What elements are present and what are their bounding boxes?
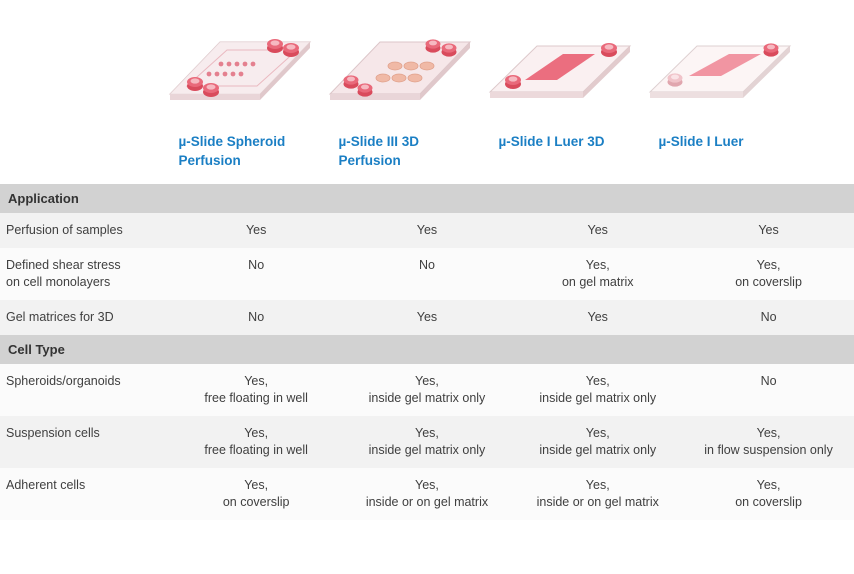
row-value: Yes, free floating in well <box>171 416 342 468</box>
table-row <box>0 468 854 520</box>
product-header-row <box>0 0 854 170</box>
row-value: Yes, inside gel matrix only <box>512 416 683 468</box>
row-value: No <box>342 248 513 300</box>
row-value: Yes, on coverslip <box>171 468 342 520</box>
row-value: Yes, inside gel matrix only <box>512 364 683 416</box>
product-title-1[interactable]: µ-Slide Spheroid Perfusion <box>178 134 286 168</box>
product-column-4 <box>640 14 800 170</box>
row-label: Spheroids/organoids <box>0 364 171 416</box>
row-value: No <box>683 364 854 416</box>
row-value: Yes, inside gel matrix only <box>342 364 513 416</box>
row-value: Yes, on coverslip <box>683 468 854 520</box>
table-row <box>0 213 854 248</box>
row-value: Yes, inside or on gel matrix <box>342 468 513 520</box>
slide-iii-3d-perfusion-image <box>325 14 475 114</box>
row-value: No <box>683 300 854 335</box>
slide-spheroid-perfusion-image <box>165 14 315 114</box>
product-column-3 <box>480 14 640 170</box>
row-value: Yes <box>512 300 683 335</box>
table-row <box>0 248 854 300</box>
row-label: Gel matrices for 3D <box>0 300 171 335</box>
row-value: Yes, on gel matrix <box>512 248 683 300</box>
section-title: Cell Type <box>0 335 854 364</box>
comparison-table <box>0 184 854 520</box>
table-row <box>0 416 854 468</box>
row-value: Yes <box>342 300 513 335</box>
product-title-2[interactable]: µ-Slide III 3D Perfusion <box>338 134 420 168</box>
section-header-cell-type <box>0 335 854 364</box>
row-label: Suspension cells <box>0 416 171 468</box>
slide-i-luer-3d-image <box>485 14 635 114</box>
product-title-3[interactable]: µ-Slide I Luer 3D <box>498 134 605 149</box>
product-title-4[interactable]: µ-Slide I Luer <box>658 134 744 149</box>
section-header-application <box>0 184 854 213</box>
row-value: No <box>171 248 342 300</box>
table-row <box>0 300 854 335</box>
row-value: Yes, on coverslip <box>683 248 854 300</box>
row-label: Adherent cells <box>0 468 171 520</box>
row-value: Yes <box>512 213 683 248</box>
row-value: No <box>171 300 342 335</box>
section-title: Application <box>0 184 854 213</box>
row-label: Defined shear stress on cell monolayers <box>0 248 171 300</box>
row-value: Yes, in flow suspension only <box>683 416 854 468</box>
slide-i-luer-image <box>645 14 795 114</box>
row-value: Yes, free floating in well <box>171 364 342 416</box>
row-value: Yes <box>171 213 342 248</box>
product-column-2 <box>320 14 480 170</box>
row-value: Yes, inside gel matrix only <box>342 416 513 468</box>
row-value: Yes <box>683 213 854 248</box>
row-value: Yes <box>342 213 513 248</box>
row-value: Yes, inside or on gel matrix <box>512 468 683 520</box>
row-label: Perfusion of samples <box>0 213 171 248</box>
product-column-1 <box>160 14 320 170</box>
table-row <box>0 364 854 416</box>
